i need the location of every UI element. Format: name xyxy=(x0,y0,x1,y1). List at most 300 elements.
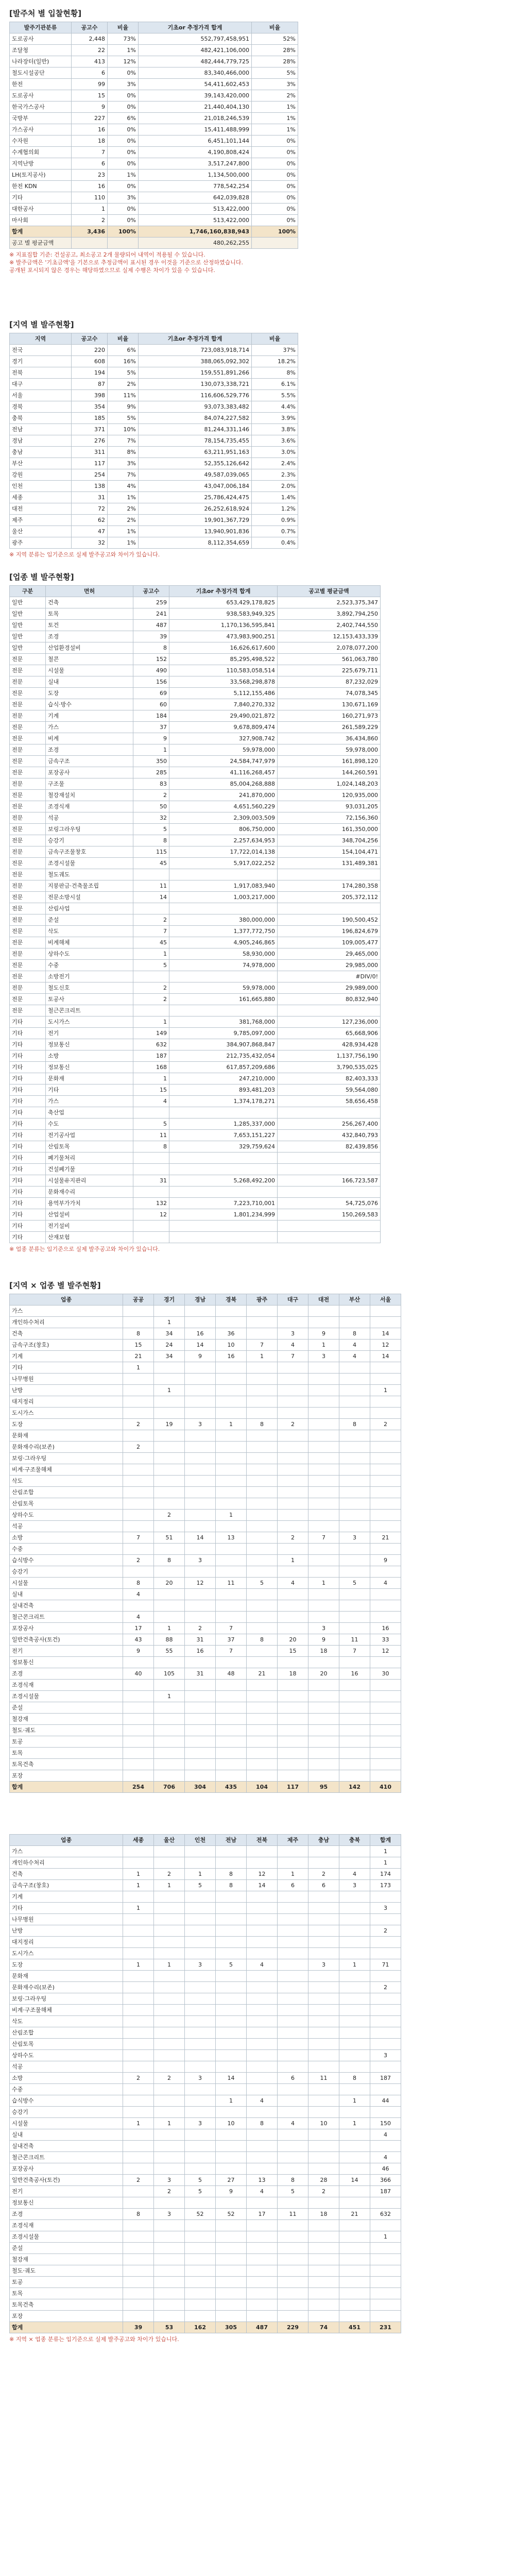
table-row xyxy=(10,926,381,937)
column-header: 공고수 xyxy=(72,333,108,345)
table-row xyxy=(10,2299,401,2311)
table-cell: 조경식재 xyxy=(46,801,133,812)
table-cell: 철근콘크리트 xyxy=(10,2152,123,2163)
table-cell xyxy=(339,2107,370,2118)
table-cell: 소방 xyxy=(10,2073,123,2084)
table-cell: 187 xyxy=(133,1050,169,1062)
table-cell: 산업설비 xyxy=(46,1209,133,1221)
table-cell xyxy=(370,1702,401,1714)
table-cell: 일반 xyxy=(10,642,46,654)
table-cell xyxy=(185,1453,216,1464)
table-row xyxy=(10,1782,401,1793)
table-cell: 1 xyxy=(123,2118,154,2129)
table-cell: 14 xyxy=(185,1340,216,1351)
table-cell xyxy=(308,1544,339,1555)
table-cell xyxy=(185,1317,216,1328)
table-row xyxy=(10,2265,401,2277)
table-cell: 시설물 xyxy=(46,665,133,676)
table-cell xyxy=(339,1442,370,1453)
table-cell: 전문 xyxy=(10,744,46,756)
table-cell xyxy=(370,2277,401,2288)
table-cell xyxy=(278,1903,308,1914)
table-cell: 3 xyxy=(370,1903,401,1914)
table-cell: 3,436 xyxy=(72,226,108,238)
table-cell: 토건 xyxy=(46,620,133,631)
table-cell xyxy=(216,1993,247,2005)
table-row xyxy=(10,356,298,367)
table-cell xyxy=(154,1306,185,1317)
table-cell: 381,768,000 xyxy=(169,1016,278,1028)
table-cell: 철강재 xyxy=(10,2254,123,2265)
table-row xyxy=(10,2050,401,2061)
table-row xyxy=(10,1362,401,1374)
table-row xyxy=(10,170,298,181)
table-row xyxy=(10,1971,401,1982)
table-row xyxy=(10,1187,381,1198)
table-cell: 14 xyxy=(339,2175,370,2186)
column-header: 비율 xyxy=(252,22,298,33)
table-cell: 철도궤도 xyxy=(46,869,133,880)
table-cell xyxy=(308,1925,339,1937)
table-cell xyxy=(216,2039,247,2050)
table-cell: 조경 xyxy=(46,744,133,756)
table-cell xyxy=(339,2197,370,2209)
table-cell xyxy=(133,869,169,880)
table-row xyxy=(10,1982,401,1993)
table-cell: 39 xyxy=(123,2322,154,2333)
table-cell: 4 xyxy=(278,1340,308,1351)
table-cell xyxy=(308,1442,339,1453)
table-cell: 시설물 xyxy=(10,2118,123,2129)
table-cell xyxy=(278,2141,308,2152)
table-row xyxy=(10,45,298,56)
table-cell: 24 xyxy=(154,1340,185,1351)
table-cell: 12,153,433,339 xyxy=(278,631,381,642)
table-cell xyxy=(216,2016,247,2027)
table-cell: 247,210,000 xyxy=(169,1073,278,1084)
table-cell xyxy=(247,1937,278,1948)
table-cell xyxy=(154,2197,185,2209)
table-cell xyxy=(247,1891,278,1903)
table-cell: 10% xyxy=(108,424,139,435)
table-cell: 80,832,940 xyxy=(278,994,381,1005)
table-cell xyxy=(185,2288,216,2299)
table-cell: 전문 xyxy=(10,801,46,812)
table-cell: 0% xyxy=(252,147,298,158)
table-cell xyxy=(216,2220,247,2231)
table-cell xyxy=(123,1657,154,1668)
table-cell xyxy=(123,1476,154,1487)
table-cell: 0% xyxy=(252,181,298,192)
table-cell: 1 xyxy=(123,1903,154,1914)
table-cell xyxy=(339,1544,370,1555)
table-cell: 기타 xyxy=(10,192,72,204)
table-cell xyxy=(339,2254,370,2265)
table-cell xyxy=(216,1691,247,1702)
table-cell xyxy=(247,1748,278,1759)
table-cell: 39 xyxy=(133,631,169,642)
table-cell xyxy=(370,1759,401,1770)
table-cell xyxy=(278,2299,308,2311)
column-header: 공고수 xyxy=(72,22,108,33)
table-cell xyxy=(308,2243,339,2254)
table-row xyxy=(10,90,298,101)
table-cell: 4 xyxy=(247,1959,278,1971)
table-cell: 109,005,477 xyxy=(278,937,381,948)
table-cell xyxy=(339,2129,370,2141)
table-cell xyxy=(370,1510,401,1521)
table-cell: 36,434,860 xyxy=(278,733,381,744)
table-row xyxy=(10,1476,401,1487)
table-cell: 28% xyxy=(252,56,298,67)
table-cell: 5 xyxy=(185,2186,216,2197)
table-cell: 1,134,500,000 xyxy=(139,170,252,181)
table-cell: LH(토지공사) xyxy=(10,170,72,181)
table-cell xyxy=(169,1232,278,1243)
table-row xyxy=(10,1544,401,1555)
table-cell: 조달청 xyxy=(10,45,72,56)
table-cell xyxy=(370,2288,401,2299)
table-row xyxy=(10,1657,401,1668)
table-row xyxy=(10,1408,401,1419)
table-cell xyxy=(339,1937,370,1948)
table-cell xyxy=(308,2050,339,2061)
table-cell: 194 xyxy=(72,367,108,379)
table-cell xyxy=(247,1623,278,1634)
table-cell xyxy=(154,2254,185,2265)
table-cell: 99 xyxy=(72,79,108,90)
table-cell: 2 xyxy=(370,1925,401,1937)
table-row xyxy=(10,2197,401,2209)
table-cell xyxy=(308,1971,339,1982)
table-cell xyxy=(133,1164,169,1175)
table-cell: 12 xyxy=(247,1869,278,1880)
column-header: 비율 xyxy=(108,22,139,33)
section-client-bids xyxy=(9,8,504,274)
table-cell: 삭도 xyxy=(10,1476,123,1487)
table-cell: 127,236,000 xyxy=(278,1016,381,1028)
table-cell xyxy=(308,2084,339,2095)
table-cell: 256,267,400 xyxy=(278,1118,381,1130)
table-cell xyxy=(185,2039,216,2050)
table-row xyxy=(10,2095,401,2107)
table-cell xyxy=(216,2288,247,2299)
table-cell: 기계 xyxy=(10,1351,123,1362)
table-cell xyxy=(339,2005,370,2016)
table-cell: 삭도 xyxy=(10,2016,123,2027)
table-cell xyxy=(216,2141,247,2152)
table-cell: 50 xyxy=(133,801,169,812)
table-cell xyxy=(339,1914,370,1925)
table-cell: 82,439,856 xyxy=(278,1141,381,1153)
table-cell: 130,073,338,721 xyxy=(139,379,252,390)
table-cell xyxy=(123,1317,154,1328)
table-cell: 산림토목 xyxy=(10,1498,123,1510)
table-row xyxy=(10,1374,401,1385)
table-cell: 52 xyxy=(185,2209,216,2220)
table-cell: 84,074,227,582 xyxy=(139,413,252,424)
table-row xyxy=(10,226,298,238)
table-cell: 기타 xyxy=(10,1198,46,1209)
table-cell xyxy=(216,2152,247,2163)
table-cell: 삭도 xyxy=(46,926,133,937)
table-cell: 15,411,488,999 xyxy=(139,124,252,135)
table-cell xyxy=(123,2107,154,2118)
table-cell: 전문 xyxy=(10,688,46,699)
column-header: 인천 xyxy=(185,1835,216,1846)
table-cell: 포장공사 xyxy=(10,1623,123,1634)
table-cell: 12 xyxy=(370,1646,401,1657)
table-cell xyxy=(169,903,278,914)
table-cell xyxy=(123,2095,154,2107)
table-cell: 7 xyxy=(123,1532,154,1544)
note-line: ※ 지표집합 기준: 건설공고, 최소공고 2개 물량되어 내역이 적용될 수 있습니다. xyxy=(9,251,205,258)
table-cell xyxy=(247,2220,278,2231)
table-cell: 231 xyxy=(370,2322,401,2333)
table-row xyxy=(10,778,381,790)
table-cell xyxy=(339,1600,370,1612)
table-cell xyxy=(278,1306,308,1317)
table-cell: 정보통신 xyxy=(10,2197,123,2209)
table-cell: 73% xyxy=(108,33,139,45)
table-cell xyxy=(123,1759,154,1770)
table-cell xyxy=(216,1702,247,1714)
table-cell: 일반건축공사(토건) xyxy=(10,1634,123,1646)
table-cell: 건축 xyxy=(46,597,133,608)
table-row xyxy=(10,135,298,147)
table-cell: 0% xyxy=(108,67,139,79)
table-cell xyxy=(185,2231,216,2243)
table-cell: 7,223,710,001 xyxy=(169,1198,278,1209)
table-cell xyxy=(308,2095,339,2107)
table-cell: 241,870,000 xyxy=(169,790,278,801)
table-cell: 서울 xyxy=(10,390,72,401)
table-cell: 전문 xyxy=(10,914,46,926)
table-cell xyxy=(278,1453,308,1464)
table-cell: 0% xyxy=(108,215,139,226)
table-cell xyxy=(370,1736,401,1748)
table-row xyxy=(10,2220,401,2231)
table-cell xyxy=(370,2107,401,2118)
table-row xyxy=(10,937,381,948)
table-cell xyxy=(123,2027,154,2039)
table-row xyxy=(10,390,298,401)
table-cell: 371 xyxy=(72,424,108,435)
table-row xyxy=(10,1702,401,1714)
table-cell: 59,978,000 xyxy=(169,744,278,756)
table-cell: 1,377,772,750 xyxy=(169,926,278,937)
table-cell: 상하수도 xyxy=(10,1510,123,1521)
table-row xyxy=(10,1385,401,1396)
table-cell xyxy=(154,2265,185,2277)
table-cell: 6,451,101,144 xyxy=(139,135,252,147)
column-header: 공고별 평균금액 xyxy=(278,586,381,597)
table-row xyxy=(10,1028,381,1039)
table-cell xyxy=(308,2197,339,2209)
table-cell xyxy=(339,1982,370,1993)
table-cell xyxy=(185,2197,216,2209)
table-cell: 63,211,951,163 xyxy=(139,447,252,458)
table-row xyxy=(10,767,381,778)
table-cell: 220 xyxy=(72,345,108,356)
table-cell: 28% xyxy=(252,45,298,56)
table-cell: 22 xyxy=(72,45,108,56)
table-cell xyxy=(278,1925,308,1937)
table-cell: 36 xyxy=(216,1328,247,1340)
table-row xyxy=(10,948,381,960)
table-cell: 384,907,868,847 xyxy=(169,1039,278,1050)
table-cell: 건축 xyxy=(10,1869,123,1880)
table-cell xyxy=(278,1442,308,1453)
table-cell xyxy=(123,2197,154,2209)
table-cell: 0.4% xyxy=(252,537,298,549)
table-cell: 전문 xyxy=(10,982,46,994)
table-cell xyxy=(123,2129,154,2141)
table-row xyxy=(10,812,381,824)
table-cell: 13 xyxy=(247,2175,278,2186)
table-row xyxy=(10,960,381,971)
table-cell: 1 xyxy=(133,1016,169,1028)
table-cell: 건축 xyxy=(10,1328,123,1340)
table-row xyxy=(10,526,298,537)
table-cell: 기타 xyxy=(10,1221,46,1232)
table-cell: 723,083,918,714 xyxy=(139,345,252,356)
table-cell: 11 xyxy=(133,1130,169,1141)
table-cell xyxy=(123,1748,154,1759)
table-cell xyxy=(339,1971,370,1982)
table-cell: 전문 xyxy=(10,1005,46,1016)
table-row xyxy=(10,710,381,722)
table-cell: 78,154,735,455 xyxy=(139,435,252,447)
table-cell: 수계협의회 xyxy=(10,147,72,158)
table-cell: 9 xyxy=(308,1634,339,1646)
note-line: 공개된 포시되지 않은 경우는 해당하였으므로 실제 수행은 차이가 있을 수 있습니다. xyxy=(9,267,215,274)
table-cell: 806,750,000 xyxy=(169,824,278,835)
table-cell xyxy=(339,2061,370,2073)
table-cell: 조경 xyxy=(10,2209,123,2220)
table-cell: 174 xyxy=(370,1869,401,1880)
section-notes xyxy=(9,251,504,274)
table-cell xyxy=(308,1914,339,1925)
table-cell: 2 xyxy=(133,994,169,1005)
table-cell: 2 xyxy=(185,1623,216,1634)
table-cell: 1% xyxy=(108,537,139,549)
table-row xyxy=(10,2209,401,2220)
table-cell: 기타 xyxy=(10,1141,46,1153)
table-cell xyxy=(370,2299,401,2311)
table-cell xyxy=(339,1846,370,1857)
table-cell: 1 xyxy=(339,1959,370,1971)
table-row xyxy=(10,665,381,676)
table-cell xyxy=(247,1408,278,1419)
table-cell: 지역난방 xyxy=(10,158,72,170)
table-cell xyxy=(247,1691,278,1702)
table-cell: 기타 xyxy=(10,1209,46,1221)
table-row xyxy=(10,1050,381,1062)
table-cell: 1 xyxy=(278,1869,308,1880)
table-cell xyxy=(370,1680,401,1691)
table-cell: 45 xyxy=(133,937,169,948)
table-cell xyxy=(339,2231,370,2243)
column-header: 세종 xyxy=(123,1835,154,1846)
section-note: ※ 지역 × 업종 분류는 입기준으로 실제 발주공고와 차이가 있습니다. xyxy=(9,2336,179,2343)
table-cell: 185 xyxy=(72,413,108,424)
table-cell xyxy=(370,2061,401,2073)
table-cell: 9,785,097,000 xyxy=(169,1028,278,1039)
table-cell xyxy=(278,869,381,880)
table-cell: 토목 xyxy=(10,1748,123,1759)
table-cell: 8 xyxy=(154,1555,185,1566)
table-cell xyxy=(278,1736,308,1748)
table-cell xyxy=(339,1759,370,1770)
table-cell xyxy=(308,1903,339,1914)
table-cell: 18 xyxy=(278,1668,308,1680)
table-cell: 350 xyxy=(133,756,169,767)
table-cell xyxy=(123,2061,154,2073)
column-header: 공고수 xyxy=(133,586,169,597)
table-cell: 29,490,021,872 xyxy=(169,710,278,722)
table-cell xyxy=(154,2039,185,2050)
table-cell: 21,018,246,539 xyxy=(139,113,252,124)
table-cell: 경기 xyxy=(10,356,72,367)
table-cell: 철도·궤도 xyxy=(10,2265,123,2277)
table-row xyxy=(10,1153,381,1164)
table-cell xyxy=(123,1487,154,1498)
table-cell xyxy=(72,238,108,249)
table-row xyxy=(10,1464,401,1476)
table-cell xyxy=(308,1937,339,1948)
table-cell: 19 xyxy=(154,1419,185,1430)
table-cell: 9,678,809,474 xyxy=(169,722,278,733)
table-cell: 경북 xyxy=(10,401,72,413)
table-cell: 8 xyxy=(133,1141,169,1153)
table-cell: 전기 xyxy=(10,1646,123,1657)
table-cell: 문화재 xyxy=(10,1971,123,1982)
table-cell: 기타 xyxy=(10,1130,46,1141)
table-cell: 대지정리 xyxy=(10,1937,123,1948)
table-cell: 철강재설치 xyxy=(46,790,133,801)
table-cell: 4 xyxy=(370,1578,401,1589)
table-cell xyxy=(247,1948,278,1959)
table-cell: 개인하수처리 xyxy=(10,1317,123,1328)
table-cell: 1 xyxy=(278,1555,308,1566)
table-cell: 3% xyxy=(252,79,298,90)
table-row xyxy=(10,2118,401,2129)
table-cell: 일반 xyxy=(10,608,46,620)
table-cell: 토목 xyxy=(10,2288,123,2299)
table-cell: 2.3% xyxy=(252,469,298,481)
table-cell: 311 xyxy=(72,447,108,458)
table-cell: 3 xyxy=(185,1959,216,1971)
table-cell: 513,422,000 xyxy=(139,215,252,226)
table-cell: 0.9% xyxy=(252,515,298,526)
table-cell xyxy=(278,1153,381,1164)
table-row xyxy=(10,113,298,124)
table-cell xyxy=(247,1612,278,1623)
table-cell: 전문 xyxy=(10,937,46,948)
table-cell xyxy=(308,1982,339,1993)
table-cell: 조경시설물 xyxy=(10,1691,123,1702)
table-cell xyxy=(278,1914,308,1925)
table-cell xyxy=(216,1442,247,1453)
table-cell: 82,403,333 xyxy=(278,1073,381,1084)
table-cell: 6% xyxy=(108,345,139,356)
table-cell xyxy=(133,1107,169,1118)
table-cell: 산업환경설비 xyxy=(46,642,133,654)
table-cell: 문화재 xyxy=(10,1430,123,1442)
table-row xyxy=(10,597,381,608)
table-cell: 21 xyxy=(247,1668,278,1680)
